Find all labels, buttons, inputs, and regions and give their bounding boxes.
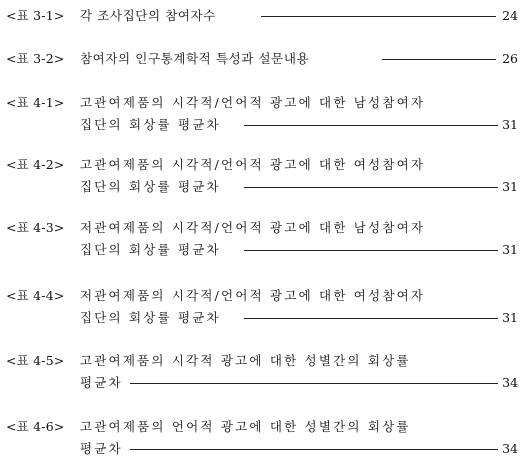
- toc-entry-4-5[interactable]: [6, 353, 518, 391]
- table-title: 저관여제품의 시각적/언어적 광고에 대한 남성참여자: [80, 220, 429, 236]
- leader-line: [244, 318, 498, 319]
- page-number: 31: [502, 242, 518, 257]
- page-number: 31: [502, 179, 518, 194]
- leader-line: [244, 250, 498, 251]
- table-number: <표 4-6>: [6, 419, 65, 434]
- leader-line: [261, 16, 496, 17]
- toc-entry-4-6[interactable]: [6, 419, 518, 457]
- toc-line: [6, 157, 518, 173]
- table-title: 고관여제품의 시각적/언어적 광고에 대한 여성참여자: [80, 157, 429, 173]
- toc-line: [6, 95, 518, 111]
- toc-line: [6, 310, 518, 326]
- table-number: <표 4-5>: [6, 353, 65, 368]
- toc-line: [6, 419, 518, 435]
- table-title-continued: 집단의 회상률 평균차: [80, 179, 225, 195]
- table-title: 저관여제품의 시각적/언어적 광고에 대한 여성참여자: [80, 288, 429, 304]
- toc-line: [6, 375, 518, 391]
- table-title: 고관여제품의 언어적 광고에 대한 성별간의 회상률: [80, 419, 415, 435]
- table-title: 고관여제품의 시각적 광고에 대한 성별간의 회상률: [80, 353, 415, 369]
- table-number: <표 3-1>: [6, 8, 65, 23]
- page-number: 31: [502, 117, 518, 132]
- toc-entry-3-2[interactable]: [6, 51, 518, 67]
- table-title-continued: 평균차: [80, 375, 127, 391]
- page-number: 34: [502, 375, 518, 390]
- page-number: 24: [502, 8, 518, 23]
- table-number: <표 4-4>: [6, 288, 65, 303]
- table-number: <표 4-2>: [6, 157, 65, 172]
- table-title: 고관여제품의 시각적/언어적 광고에 대한 남성참여자: [80, 95, 429, 111]
- leader-line: [244, 125, 498, 126]
- toc-line: [6, 179, 518, 195]
- leader-line: [382, 59, 496, 60]
- leader-line: [244, 187, 498, 188]
- toc-line: [6, 242, 518, 258]
- table-title-continued: 평균차: [80, 441, 127, 457]
- table-number: <표 4-3>: [6, 220, 65, 235]
- table-title-continued: 집단의 회상률 평균차: [80, 117, 225, 133]
- leader-line: [130, 449, 498, 450]
- toc-line: [6, 441, 518, 457]
- leader-line: [130, 383, 498, 384]
- table-title-continued: 집단의 회상률 평균차: [80, 310, 225, 326]
- toc-entry-4-2[interactable]: [6, 157, 518, 195]
- toc-entry-4-3[interactable]: [6, 220, 518, 258]
- page-number: 34: [502, 441, 518, 456]
- table-number: <표 3-2>: [6, 51, 65, 66]
- toc-line: [6, 8, 518, 24]
- toc-line: [6, 117, 518, 133]
- toc-line: [6, 220, 518, 236]
- toc-line: [6, 51, 518, 67]
- toc-entry-4-1[interactable]: [6, 95, 518, 133]
- table-title: 참여자의 인구통계학적 특성과 설문내용: [80, 51, 313, 67]
- table-title: 각 조사집단의 참여자수: [80, 8, 220, 24]
- toc-line: [6, 353, 518, 369]
- table-number: <표 4-1>: [6, 95, 65, 110]
- toc-line: [6, 288, 518, 304]
- page-number: 26: [502, 51, 518, 66]
- page-number: 31: [502, 310, 518, 325]
- table-title-continued: 집단의 회상률 평균차: [80, 242, 225, 258]
- toc-entry-4-4[interactable]: [6, 288, 518, 326]
- toc-entry-3-1[interactable]: [6, 8, 518, 24]
